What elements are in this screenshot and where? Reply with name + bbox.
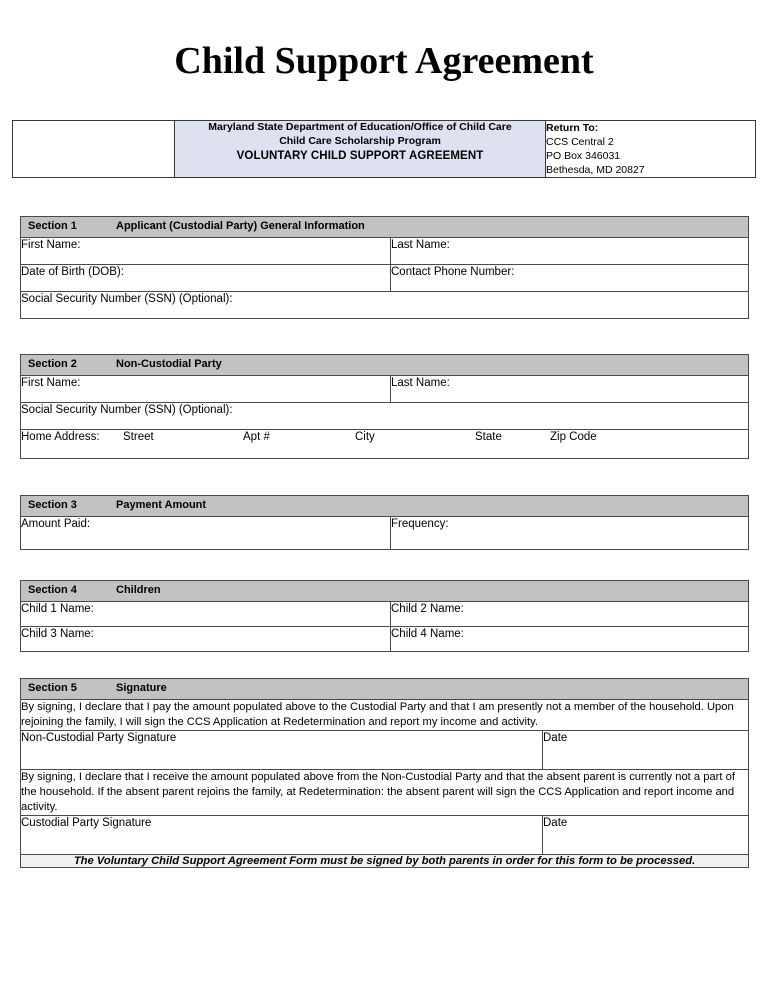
section-5-declaration-2-row bbox=[21, 770, 749, 816]
field-amount-paid[interactable] bbox=[21, 517, 391, 550]
field-nc-last-name[interactable] bbox=[391, 376, 749, 403]
agency-line-2: Child Care Scholarship Program bbox=[279, 134, 441, 147]
section-2-ssn-row bbox=[21, 403, 749, 430]
section-3-header-row bbox=[21, 496, 749, 517]
section-5-heading: Signature bbox=[116, 682, 167, 694]
field-contact-phone[interactable] bbox=[391, 265, 749, 292]
section-2-number: Section 2 bbox=[28, 358, 77, 370]
contact-phone-label: Contact Phone Number: bbox=[391, 266, 515, 278]
city-label: City bbox=[355, 431, 375, 443]
declaration-paragraph-2: By signing, I declare that I receive the amount populated above from the Non-Custodial Party and that the absent parent is currently not a part of the household. If the absent parent rejoins the family, at Redetermination: the absent parent will sign the CCS Application and report income and activity. bbox=[21, 770, 749, 816]
non-custodial-signature-label: Non-Custodial Party Signature bbox=[21, 732, 177, 744]
frequency-label: Frequency: bbox=[391, 518, 449, 530]
processing-notice: The Voluntary Child Support Agreement Form must be signed by both parents in order for this form to be processed. bbox=[21, 855, 749, 868]
state-label: State bbox=[475, 431, 502, 443]
section-5-signature-2-row bbox=[21, 816, 749, 855]
section-1-dob-row bbox=[21, 265, 749, 292]
amount-paid-label: Amount Paid: bbox=[21, 518, 91, 530]
return-to-label: Return To: bbox=[546, 122, 599, 134]
return-address-cell bbox=[546, 121, 756, 178]
child-3-label: Child 3 Name: bbox=[21, 628, 94, 640]
section-1-heading: Applicant (Custodial Party) General Information bbox=[116, 220, 365, 232]
field-nc-ssn[interactable] bbox=[21, 403, 749, 430]
section-3-number: Section 3 bbox=[28, 499, 77, 511]
section-2-table bbox=[20, 354, 749, 459]
street-label: Street bbox=[123, 431, 154, 443]
section-4-children-row-1 bbox=[21, 602, 749, 627]
section-2-header-cell bbox=[21, 355, 749, 376]
field-first-name[interactable] bbox=[21, 238, 391, 265]
header-table bbox=[12, 120, 756, 178]
section-4-children-row-2 bbox=[21, 627, 749, 652]
section-5-number: Section 5 bbox=[28, 682, 77, 694]
section-1-ssn-row bbox=[21, 292, 749, 319]
section-5-header-cell bbox=[21, 679, 749, 700]
page-title: Child Support Agreement bbox=[174, 40, 594, 82]
custodial-signature-label: Custodial Party Signature bbox=[21, 817, 152, 829]
last-name-label: Last Name: bbox=[391, 239, 450, 251]
first-name-label: First Name: bbox=[21, 239, 81, 251]
section-2-heading: Non-Custodial Party bbox=[116, 358, 222, 370]
ssn-label: Social Security Number (SSN) (Optional): bbox=[21, 293, 233, 305]
zip-code-label: Zip Code bbox=[550, 431, 597, 443]
section-4-heading: Children bbox=[116, 584, 161, 596]
section-4-number: Section 4 bbox=[28, 584, 77, 596]
nc-last-name-label: Last Name: bbox=[391, 377, 450, 389]
child-4-label: Child 4 Name: bbox=[391, 628, 464, 640]
field-last-name[interactable] bbox=[391, 238, 749, 265]
field-date-1[interactable] bbox=[543, 731, 749, 770]
nc-ssn-label: Social Security Number (SSN) (Optional): bbox=[21, 404, 233, 416]
logo-cell bbox=[13, 121, 175, 178]
section-1-name-row bbox=[21, 238, 749, 265]
section-5-declaration-1-row bbox=[21, 700, 749, 731]
field-date-2[interactable] bbox=[543, 816, 749, 855]
field-ssn[interactable] bbox=[21, 292, 749, 319]
section-1-table bbox=[20, 216, 749, 319]
section-2-address-row bbox=[21, 430, 749, 459]
section-5-table bbox=[20, 678, 749, 868]
section-3-header-cell bbox=[21, 496, 749, 517]
section-5-signature-1-row bbox=[21, 731, 749, 770]
agency-title-cell bbox=[175, 121, 546, 178]
date-1-label: Date bbox=[543, 732, 568, 744]
section-1-header-row bbox=[21, 217, 749, 238]
section-2-name-row bbox=[21, 376, 749, 403]
section-2-header-row bbox=[21, 355, 749, 376]
section-1-header-cell bbox=[21, 217, 749, 238]
section-4-table bbox=[20, 580, 749, 652]
field-frequency[interactable] bbox=[391, 517, 749, 550]
field-date-of-birth[interactable] bbox=[21, 265, 391, 292]
field-child-1[interactable] bbox=[21, 602, 391, 627]
header-row bbox=[13, 121, 756, 178]
section-3-payment-row bbox=[21, 517, 749, 550]
section-4-header-cell bbox=[21, 581, 749, 602]
return-line-1: CCS Central 2 bbox=[546, 136, 614, 149]
return-line-3: Bethesda, MD 20827 bbox=[546, 164, 645, 177]
date-2-label: Date bbox=[543, 817, 568, 829]
home-address-label: Home Address: bbox=[21, 431, 100, 443]
field-child-3[interactable] bbox=[21, 627, 391, 652]
field-child-2[interactable] bbox=[391, 602, 749, 627]
field-nc-first-name[interactable] bbox=[21, 376, 391, 403]
return-line-2: PO Box 346031 bbox=[546, 150, 621, 163]
child-1-label: Child 1 Name: bbox=[21, 603, 94, 615]
section-1-number: Section 1 bbox=[28, 220, 77, 232]
field-child-4[interactable] bbox=[391, 627, 749, 652]
apt-label: Apt # bbox=[243, 431, 270, 443]
section-3-table bbox=[20, 495, 749, 550]
declaration-paragraph-1: By signing, I declare that I pay the amount populated above to the Custodial Party and that I am presently not a member of the household. Upon rejoining the family, I will sign the CCS Application at Redetermination and report my income and activity. bbox=[21, 700, 749, 731]
nc-first-name-label: First Name: bbox=[21, 377, 81, 389]
field-custodial-signature[interactable] bbox=[21, 816, 543, 855]
dob-label: Date of Birth (DOB): bbox=[21, 266, 124, 278]
agency-line-3: VOLUNTARY CHILD SUPPORT AGREEMENT bbox=[236, 149, 484, 162]
agency-line-1: Maryland State Department of Education/Office of Child Care bbox=[208, 121, 512, 133]
section-5-header-row bbox=[21, 679, 749, 700]
field-home-address[interactable] bbox=[21, 430, 749, 459]
section-3-heading: Payment Amount bbox=[116, 499, 207, 511]
section-4-header-row bbox=[21, 581, 749, 602]
field-non-custodial-signature[interactable] bbox=[21, 731, 543, 770]
section-5-notice-row bbox=[21, 855, 749, 868]
child-2-label: Child 2 Name: bbox=[391, 603, 464, 615]
